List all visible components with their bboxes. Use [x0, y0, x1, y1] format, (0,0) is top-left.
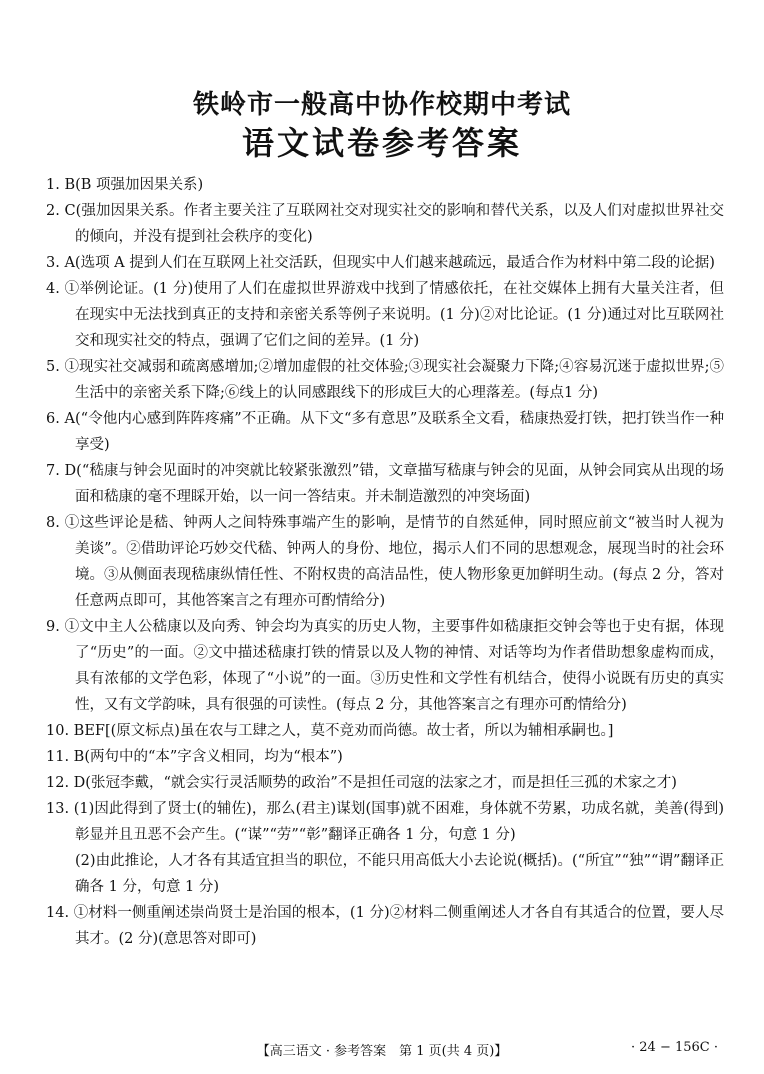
answer-item-2: 2. C(强加因果关系。作者主要关注了互联网社交对现实社交的影响和替代关系，以及人们对虚拟世界社交的倾向，并没有提到社会秩序的变化) [46, 203, 724, 245]
answer-item-6: 6. A(“令他内心感到阵阵疼痛”不正确。从下文“多有意思”及联系全文看，嵇康热爱打铁，把打铁当作一种享受) [46, 411, 724, 453]
answer-item-7: 7. D(“嵇康与钟会见面时的冲突就比较紧张激烈”错，文章描写嵇康与钟会的见面，从钟会同宾从出现的场面和嵇康的毫不理睬开始，以一问一答结束。并未制造激烈的冲突场面) [46, 463, 724, 505]
answer-item-3: 3. A(选项 A 提到人们在互联网上社交活跃，但现实中人们越来越疏远，最适合作为材料中第二段的论据) [46, 255, 715, 271]
answer-item-5: 5. ①现实社交减弱和疏离感增加;②增加虚假的社交体验;③现实社会凝聚力下降;④容易沉迷于虚拟世界;⑤生活中的亲密关系下降;⑥线上的认同感跟线下的形成巨大的心理落差。(每点1 分) [46, 359, 724, 401]
document-subtitle: 语文试卷参考答案 [241, 124, 522, 162]
answer-item-12: 12. D(张冠李戴，“就会实行灵活顺势的政治”不是担任司寇的法家之才，而是担任三孤的术家之才) [46, 775, 677, 791]
answer-item-9: 9. ①文中主人公嵇康以及向秀、钟会均为真实的历史人物，主要事件如嵇康拒交钟会等也于史有据，体现了“历史”的一面。②文中描述嵇康打铁的情景以及人物的神情、对话等均为作者借助想象虚构而成，具有浓郁的文学色彩，体现了“小说”的一面。③历史性和文学性有机结合，使得小说既有历史的真实性，又有文学韵味，具有很强的可读性。(每点 2 分，其他答案言之有理亦可酌情给分) [46, 619, 724, 713]
answer-item-13-part-2: (2)由此推论，人才各有其适宜担当的职位，不能只用高低大小去论说(概括)。(“所宜”“独”“谓”翻译正确各 1 分，句意 1 分) [75, 853, 724, 895]
answer-item-4: 4. ①举例论证。(1 分)使用了人们在虚拟世界游戏中找到了情感依托，在社交媒体上拥有大量关注者，但在现实中无法找到真正的支持和亲密关系等例子来说明。(1 分)②对比论证。(1 分)通过对比互联网社交和现实社交的特点，强调了它们之间的差异。(1 分) [46, 281, 724, 349]
answer-item-1: 1. B(B 项强加因果关系) [46, 177, 204, 193]
answer-item-10: 10. BEF[(原文标点)虽在农与工肆之人，莫不竞劝而尚德。故士者，所以为辅相承嗣也。] [46, 723, 614, 739]
answer-item-11: 11. B(两句中的“本”字含义相同，均为“根本”) [46, 749, 343, 765]
footer-page-info: 【高三语文 · 参考答案 第 1 页(共 4 页)】 [256, 1044, 508, 1059]
answer-item-8: 8. ①这些评论是嵇、钟两人之间特殊事端产生的影响，是情节的自然延伸，同时照应前文“被当时人视为美谈”。②借助评论巧妙交代嵇、钟两人的身份、地位，揭示人们不同的思想观念，展现当时的社会环境。③从侧面表现嵇康纵情任性、不附权贵的高洁品性，使人物形象更加鲜明生动。(每点 2 分，答对任意两点即可，其他答案言之有理亦可酌情给分) [46, 515, 724, 609]
exam-title: 铁岭市一般高中协作校期中考试 [192, 90, 571, 120]
page-footer [0, 1040, 764, 1062]
answer-list [46, 172, 724, 952]
answer-item-14: 14. ①材料一侧重阐述崇尚贤士是治国的根本，(1 分)②材料二侧重阐述人才各自有其适合的位置，要人尽其才。(2 分)(意思答对即可) [46, 905, 724, 947]
footer-code: · 24 − 156C · [631, 1040, 718, 1055]
answer-item-13-part-1: 13. (1)因此得到了贤士(的辅佐)，那么(君主)谋划(国事)就不困难，身体就不劳累，功成名就，美善(得到)彰显并且丑恶不会产生。(“谋”“劳”“彰”翻译正确各 1 分，句意 1 分) [46, 801, 724, 843]
